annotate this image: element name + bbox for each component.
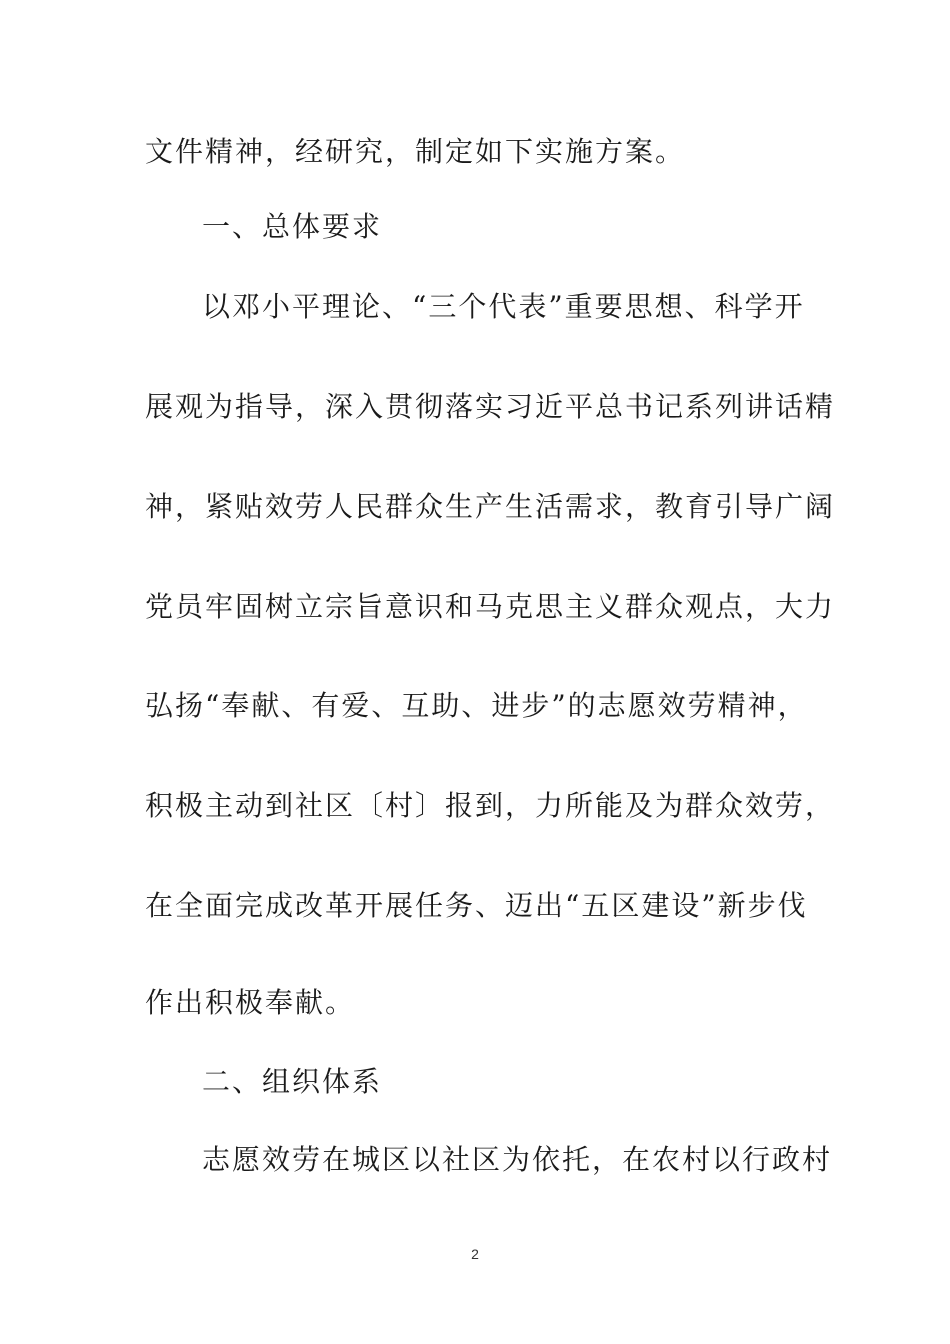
text-line: 在全面完成改革开展任务、迈出“五区建设”新步伐 bbox=[145, 889, 808, 922]
text-line: 展观为指导，深入贯彻落实习近平总书记系列讲话精 bbox=[145, 390, 836, 423]
text-line: 神，紧贴效劳人民群众生产生活需求，教育引导广阔 bbox=[145, 490, 836, 523]
text-line: 弘扬“奉献、有爱、互助、进步”的志愿效劳精神， bbox=[145, 689, 808, 722]
section-heading: 二、组织体系 bbox=[202, 1065, 383, 1098]
text-line: 党员牢固树立宗旨意识和马克思主义群众观点，大力 bbox=[145, 590, 836, 623]
text-line: 以邓小平理论、“三个代表”重要思想、科学开 bbox=[202, 290, 805, 323]
text-line: 积极主动到社区〔村〕报到，力所能及为群众效劳， bbox=[145, 789, 836, 822]
section-heading: 一、总体要求 bbox=[202, 210, 383, 243]
text-line: 作出积极奉献。 bbox=[145, 986, 356, 1019]
text-line: 文件精神，经研究，制定如下实施方案。 bbox=[145, 135, 686, 168]
text-line: 志愿效劳在城区以社区为依托，在农村以行政村 bbox=[202, 1143, 833, 1176]
page-number: 2 bbox=[471, 1246, 479, 1262]
